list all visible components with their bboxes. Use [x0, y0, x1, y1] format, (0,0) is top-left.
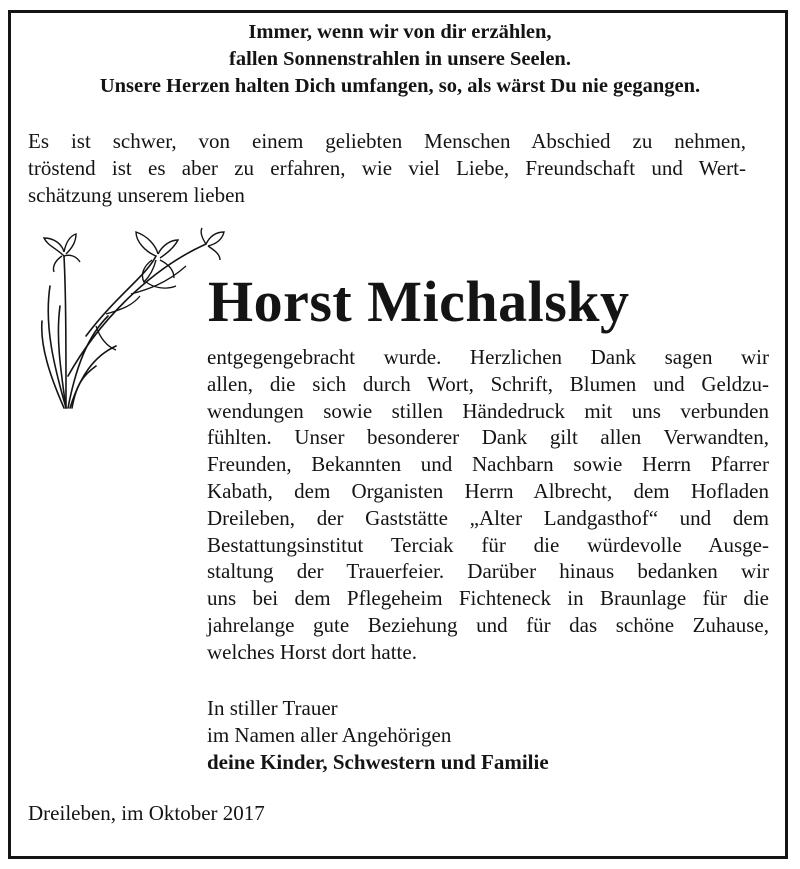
body-line: Bestattungsinstitut Terciak für die würdevolle Ausge-	[207, 532, 769, 557]
body-line: allen, die sich durch Wort, Schrift, Blumen und Geldzu-	[207, 371, 769, 396]
body-line: entgegengebracht wurde. Herzlichen Dank sagen wir	[207, 345, 769, 369]
intro-line: Es ist schwer, von einem geliebten Menschen Abschied zu nehmen,	[28, 129, 746, 153]
signature-line: im Namen aller Angehörigen	[207, 723, 452, 747]
iris-flower-icon	[36, 226, 236, 411]
memorial-motto	[0, 19, 800, 100]
body-line: welches Horst dort hatte.	[207, 639, 417, 664]
body-line: Kabath, dem Organisten Herrn Albrecht, dem Hofladen	[207, 478, 769, 503]
motto-line: Immer, wenn wir von dir erzählen,	[248, 21, 552, 43]
intro-line: schätzung unserem lieben	[28, 183, 245, 207]
motto-line: Unsere Herzen halten Dich umfangen, so, als wärst Du nie gegangen.	[99, 75, 701, 97]
body-line: uns bei dem Pflegeheim Fichteneck in Braunlage für die	[207, 586, 769, 611]
body-line: Freunden, Bekannten und Nachbarn sowie Herrn Pfarrer	[207, 452, 769, 477]
body-line: fühlten. Unser besonderer Dank gilt allen Verwandten,	[207, 425, 769, 450]
motto-line: fallen Sonnenstrahlen in unsere Seelen.	[229, 48, 571, 70]
body-line: Dreileben, der Gaststätte „Alter Landgasthof“ und dem	[207, 505, 769, 530]
signature-line: In stiller Trauer	[207, 696, 338, 720]
deceased-name: Horst Michalsky	[208, 269, 630, 334]
body-line: wendungen sowie stillen Händedruck mit uns verbunden	[207, 398, 769, 423]
signature-block	[207, 695, 549, 776]
body-line: jahrelange gute Beziehung und für das schöne Zuhause,	[207, 612, 769, 637]
intro-paragraph	[28, 128, 746, 209]
intro-line: tröstend ist es aber zu erfahren, wie viel Liebe, Freundschaft und Wert-	[28, 156, 746, 180]
signature-family: deine Kinder, Schwestern und Familie	[207, 750, 549, 774]
thanks-paragraph	[207, 344, 769, 666]
body-line: staltung der Trauerfeier. Darüber hinaus bedanken wir	[207, 559, 769, 584]
place-date: Dreileben, im Oktober 2017	[28, 801, 265, 825]
